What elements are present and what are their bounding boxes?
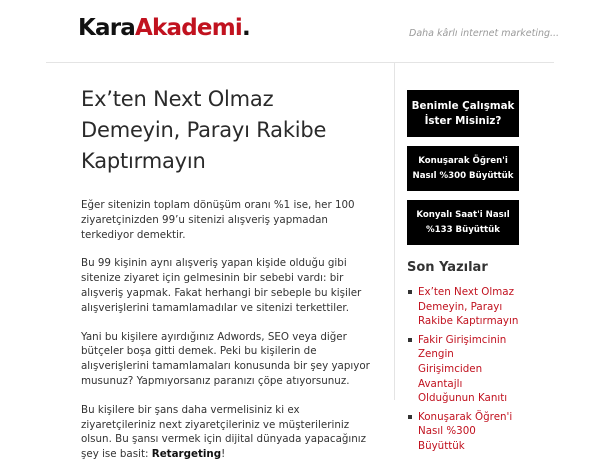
site-tagline: Daha kârlı internet marketing...	[409, 28, 560, 39]
logo-part-kara: Kara	[78, 15, 136, 41]
site-logo[interactable]	[78, 17, 250, 40]
main-content	[81, 84, 377, 476]
case-study-konyali-button[interactable]: Konyalı Saat'i Nasıl %133 Büyüttük	[407, 200, 519, 245]
logo-part-akademi: Akademi	[135, 15, 242, 41]
recent-post-item	[407, 410, 519, 454]
sidebar	[407, 90, 519, 458]
logo-dot: .	[241, 15, 250, 41]
site-header	[0, 0, 600, 62]
post-paragraph: Bu 99 kişinin aynı alışveriş yapan kişide olduğu gibi sitenize ziyaret için gelmesinin bir sebebi vardı: bir alışveriş yapmak. Fakat herhangi bir sebeple bu kişiler alışverişlerini tamamlamadılar ve sitenizi terkettiler.	[81, 257, 362, 314]
recent-post-item	[407, 333, 519, 406]
recent-posts-list	[407, 285, 519, 454]
recent-post-link[interactable]: Fakir Girişimcinin Zengin Girişimciden Avantajlı Olduğunun Kanıtı	[418, 333, 508, 405]
post-title[interactable]: Ex’ten Next Olmaz Demeyin, Parayı Rakibe Kaptırmayın	[81, 87, 327, 173]
post-body	[81, 198, 377, 462]
bullet-icon	[408, 415, 412, 419]
post-paragraph-end: !	[221, 448, 226, 461]
case-study-konusarak-button[interactable]: Konuşarak Öğren'i Nasıl %300 Büyüttük	[407, 146, 519, 191]
work-with-me-button[interactable]: Benimle Çalışmak İster Misiniz?	[407, 90, 519, 137]
recent-posts-title: Son Yazılar	[407, 260, 488, 275]
post-paragraph: Eğer sitenizin toplam dönüşüm oranı %1 ise, her 100 ziyaretçinizden 99’u sitenizi alışveriş yapmadan terkediyor demektir.	[81, 199, 355, 241]
recent-post-link[interactable]: Ex’ten Next Olmaz Demeyin, Parayı Rakibe Kaptırmayın	[418, 286, 519, 328]
sidebar-divider	[394, 63, 395, 400]
bullet-icon	[408, 290, 412, 294]
recent-post-link[interactable]: Konuşarak Öğren'i Nasıl %300 Büyüttük	[418, 410, 513, 452]
recent-post-item	[407, 285, 519, 329]
post-paragraph-last	[81, 403, 377, 462]
post-paragraph: Yani bu kişilere ayırdığınız Adwords, SEO veya diğer bütçeler boşa gitti demek. Peki bu kişilerin de alışverişlerini tamamlamaları konusunda bir şey yapıyor musunuz? Yapmıyorsanız paranızı çöpe atıyorsunuz.	[81, 330, 370, 387]
post-paragraph-text: Bu kişilere bir şans daha vermelisiniz ki ex ziyaretçileriniz next ziyaretçileriniz ve müşterileriniz olsun. Bu şansı vermek için dijital dünyada yapacağınız şey ise basit:	[81, 403, 367, 461]
header-divider	[46, 62, 554, 63]
bullet-icon	[408, 338, 412, 342]
retargeting-emphasis: Retargeting	[151, 448, 222, 461]
